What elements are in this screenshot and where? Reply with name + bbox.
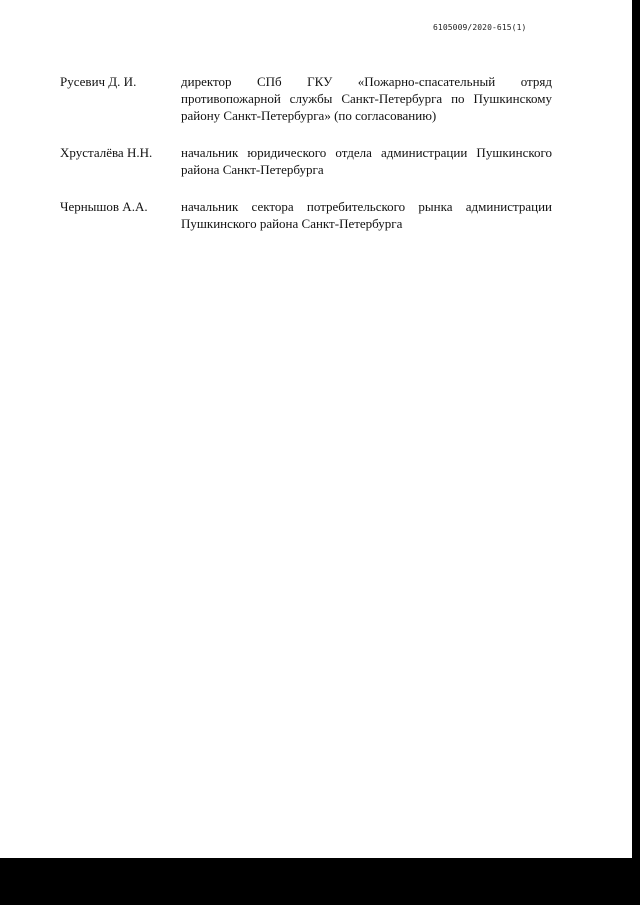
member-role: начальник сектора потребительского рынка администрации Пушкинского района Санкт-Петербурга xyxy=(181,199,552,231)
document-id: 6105009/2020-615(1) xyxy=(433,23,527,32)
member-name: Русевич Д. И. xyxy=(60,74,137,89)
member-name: Хрусталёва Н.Н. xyxy=(60,145,153,160)
member-role: начальник юридического отдела администрации Пушкинского района Санкт-Петербурга xyxy=(181,145,552,177)
member-role: директор СПб ГКУ «Пожарно-спасательный отряд противопожарной службы Санкт-Петербурга по Пушкинскому району Санкт-Петербурга» (по согласованию) xyxy=(181,74,552,123)
member-name: Чернышов А.А. xyxy=(60,199,148,214)
